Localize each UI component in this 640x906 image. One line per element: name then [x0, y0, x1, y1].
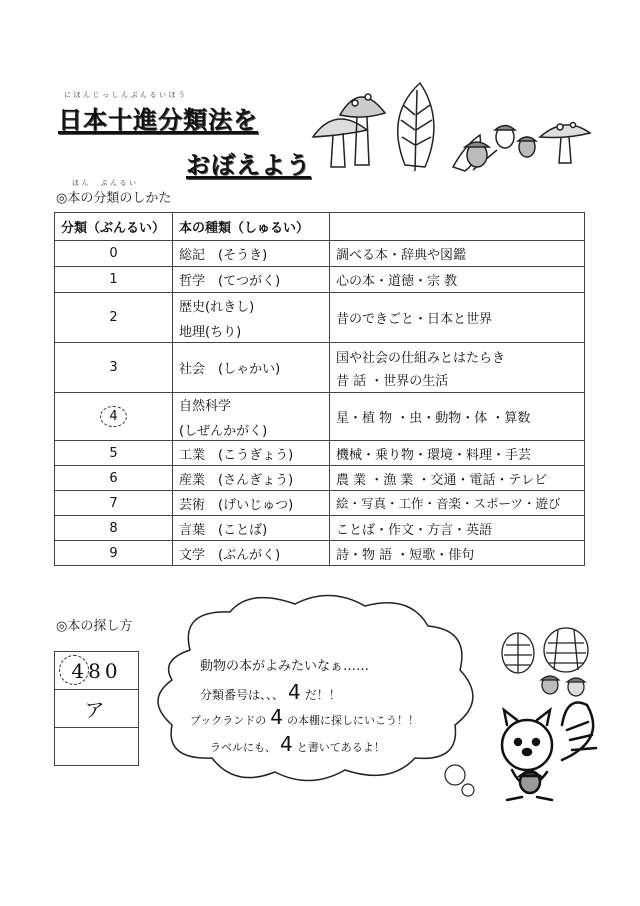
title-ruby: にほんじっしんぶんるいほう	[64, 91, 188, 99]
table-row	[55, 541, 585, 566]
bubble-line3-c: の本棚に探しにいこう！！	[286, 714, 419, 727]
row-kind: 哲学 (てつがく)	[173, 267, 330, 293]
bubble-line2-number: 4	[288, 680, 301, 704]
row-number: 2	[55, 293, 173, 343]
row-description-line1: 国や社会の仕組みとはたらき	[336, 350, 506, 366]
row-number	[55, 393, 173, 441]
page-subtitle: おぼえよう	[186, 151, 311, 179]
bubble-line2	[200, 680, 341, 704]
table-row-highlighted	[55, 393, 585, 441]
call-number-value	[55, 652, 139, 690]
page-title: 日本十進分類法を	[58, 106, 258, 134]
bubble-line4-number: 4	[280, 732, 293, 756]
autumn-illustration	[305, 75, 595, 175]
table-row	[55, 441, 585, 466]
row-description: 昔のできごと・日本と世界	[330, 293, 585, 343]
row-number: 7	[55, 491, 173, 516]
bubble-line3	[190, 705, 419, 729]
row-description: 星・植 物 ・虫・動物・体 ・算数	[330, 393, 585, 441]
row-description: 機械・乗り物・環境・料理・手芸	[330, 441, 585, 466]
row-kind: 総記 (そうき)	[173, 241, 330, 267]
row-kind: 文学 (ぶんがく)	[173, 541, 330, 566]
section1-ruby: ほん ぶんるい	[72, 179, 139, 187]
call-number-blank	[55, 728, 139, 766]
row-number: 1	[55, 267, 173, 293]
row-description: ことば・作文・方言・英語	[330, 516, 585, 541]
row-number: 6	[55, 466, 173, 491]
bubble-line2-a: 分類番号は、、、	[200, 688, 285, 702]
bubble-line4-a: ラベルにも、	[210, 741, 276, 754]
row-kind	[173, 393, 330, 441]
row-kind: 芸術 (げいじゅつ)	[173, 491, 330, 516]
call-number-label	[54, 651, 139, 766]
row-description-line2: 昔 話 ・世界の生活	[336, 373, 449, 389]
header-description	[330, 213, 585, 241]
bubble-line4-c: と書いてあるよ！	[296, 741, 385, 754]
row-description	[330, 343, 585, 393]
call-number-kana: ア	[55, 690, 139, 728]
row-number: 0	[55, 241, 173, 267]
row-kind-line1: 歴史(れきし)	[179, 299, 255, 315]
squirrel-illustration	[492, 700, 607, 810]
bubble-line4	[210, 732, 385, 756]
row-number: 9	[55, 541, 173, 566]
bubble-line2-c: だ！！	[304, 688, 341, 702]
bubble-line3-a: ブックランドの	[190, 714, 267, 727]
row-description: 調べる本・辞典や図鑑	[330, 241, 585, 267]
row-number: 5	[55, 441, 173, 466]
circled-number: 4	[100, 406, 126, 427]
header-classification: 分類（ぶんるい）	[55, 213, 173, 241]
bubble-line1: 動物の本がよみたいなぁ……	[200, 659, 370, 674]
table-header-row	[55, 213, 585, 241]
header-book-type: 本の種類（しゅるい）	[173, 213, 330, 241]
call-number-text: 480	[71, 658, 122, 683]
row-number: 3	[55, 343, 173, 393]
bubble-line3-number: 4	[270, 705, 283, 729]
row-kind: 産業 (さんぎょう)	[173, 466, 330, 491]
pinecone-illustration	[488, 615, 608, 700]
row-kind: 言葉 (ことば)	[173, 516, 330, 541]
row-kind-line2: 地理(ちり)	[179, 324, 242, 340]
table-row	[55, 267, 585, 293]
section1-label: ◎本の分類のしかた	[56, 191, 172, 206]
table-row	[55, 241, 585, 267]
classification-table	[54, 212, 585, 566]
table-row	[55, 466, 585, 491]
row-kind: 社会 (しゃかい)	[173, 343, 330, 393]
table-row	[55, 491, 585, 516]
section2-label: ◎本の探し方	[56, 619, 133, 634]
row-kind-line2: (しぜんかがく)	[179, 423, 268, 439]
table-row	[55, 516, 585, 541]
row-description: 農 業 ・漁 業 ・交通・電話・テレビ	[330, 466, 585, 491]
row-number: 8	[55, 516, 173, 541]
call-number-circle	[59, 655, 89, 685]
table-row	[55, 343, 585, 393]
row-description: 絵・写真・工作・音楽・スポーツ・遊び	[330, 491, 585, 516]
row-kind	[173, 293, 330, 343]
table-row	[55, 293, 585, 343]
row-description: 心の本・道徳・宗 教	[330, 267, 585, 293]
row-description: 詩・物 語 ・短歌・俳句	[330, 541, 585, 566]
row-kind: 工業 (こうぎょう)	[173, 441, 330, 466]
row-kind-line1: 自然科学	[179, 398, 232, 414]
